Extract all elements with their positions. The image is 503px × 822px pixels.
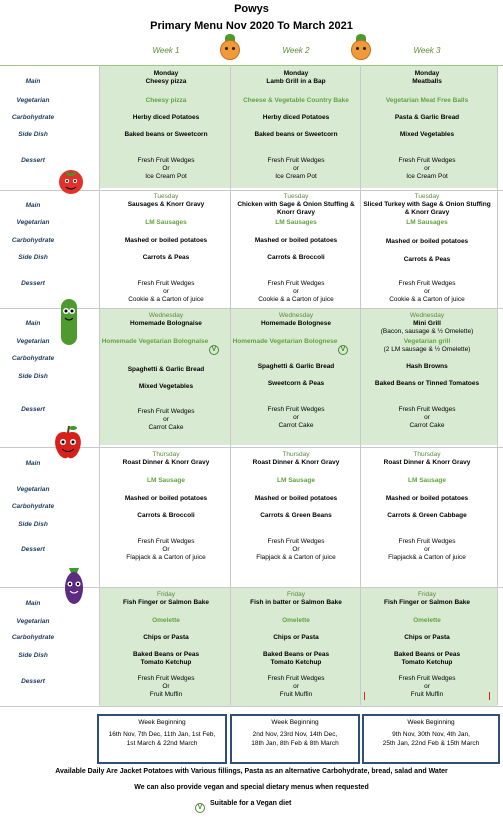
label-dessert: Dessert	[21, 546, 45, 553]
week-2-heading: Week 2	[282, 46, 310, 55]
divider	[364, 692, 365, 700]
menu-cell: Baked Beans or Peas Tomato Ketchup	[393, 651, 461, 666]
week-1-heading: Week 1	[152, 46, 180, 55]
label-main: Main	[25, 600, 41, 607]
menu-cell: Fresh Fruit Wedges or Fruit Muffin	[398, 675, 456, 698]
menu-cell: Vegetarian Meat Free Balls	[385, 97, 469, 104]
menu-cell: LM Sausage	[408, 477, 446, 484]
menu-cell: Mashed or boiled potatoes	[385, 238, 469, 245]
carrot-mascot-icon	[350, 34, 372, 64]
menu-cell: Carrots & Peas	[403, 256, 451, 263]
vegan-legend: Suitable for a Vegan diet	[210, 800, 292, 807]
menu-cell: Pasta & Garlic Bread	[394, 114, 460, 121]
menu-cell: Homemade Vegetarian Bolognese	[232, 338, 338, 345]
label-dessert: Dessert	[21, 406, 45, 413]
label-side-dish: Side Dish	[18, 373, 48, 380]
aubergine-icon	[62, 562, 86, 606]
menu-cell: Carrots & Peas	[142, 254, 190, 261]
menu-cell: Fresh Fruit Wedges Or Flapjack & a Carton of juice	[256, 538, 336, 561]
label-side-dish: Side Dish	[18, 652, 48, 659]
menu-cell: Friday Fish Finger or Salmon Bake	[123, 591, 209, 606]
label-main: Main	[25, 202, 41, 209]
menu-cell: Fresh Fruit Wedges Or Ice Cream Pot	[137, 157, 195, 180]
menu-cell: Fresh Fruit Wedges or Cookie & a Carton of juice	[128, 280, 204, 303]
page-title: Primary Menu Nov 2020 To March 2021	[150, 20, 353, 32]
label-vegetarian: Vegetarian	[16, 97, 50, 104]
label-main: Main	[25, 460, 41, 467]
menu-cell: LM Sausage	[147, 477, 185, 484]
label-main: Main	[25, 78, 41, 85]
menu-cell: Sweetcorn & Peas	[267, 380, 325, 387]
label-dessert: Dessert	[21, 157, 45, 164]
menu-cell: Thursday Roast Dinner & Knorr Gravy	[383, 451, 471, 466]
vegan-v-icon: V	[195, 799, 205, 817]
week-3-dates: Week Beginning 9th Nov, 30th Nov, 4th Jan, 25th Jan, 22nd Feb & 15th March	[362, 714, 500, 764]
menu-cell: Fresh Fruit Wedges or Carrot Cake	[267, 406, 325, 429]
menu-cell: Baked beans or Sweetcorn	[124, 131, 208, 138]
menu-cell: Fresh Fruit Wedges or Cookie & a Carton of juice	[389, 280, 465, 303]
menu-cell: Carrots & Green Beans	[260, 512, 332, 519]
menu-cell: Vegetarian grill (2 LM sausage & ½ Omelette)	[383, 338, 471, 353]
menu-cell: Mixed Vegetables	[399, 131, 455, 138]
menu-cell: Herby diced Potatoes	[132, 114, 200, 121]
menu-cell: Fresh Fruit Wedges or Carrot Cake	[137, 408, 195, 431]
dietary-note: We can also provide vegan and special dietary menus when requested	[134, 784, 369, 791]
menu-cell: Carrots & Broccoli	[267, 254, 325, 261]
menu-cell: Thursday Roast Dinner & Knorr Gravy	[122, 451, 210, 466]
label-carbohydrate: Carbohydrate	[11, 114, 55, 121]
menu-cell: Baked Beans or Peas Tomato Ketchup	[132, 651, 200, 666]
menu-cell: Carrots & Broccoli	[137, 512, 195, 519]
menu-cell: Fresh Fruit Wedges Or Flapjack & a Carton of juice	[126, 538, 206, 561]
label-vegetarian: Vegetarian	[16, 219, 50, 226]
menu-cell: Fresh Fruit Wedges or Ice Cream Pot	[267, 157, 325, 180]
menu-cell: LM Sausage	[277, 477, 315, 484]
menu-cell: Spaghetti & Garlic Bread	[257, 363, 335, 370]
menu-cell: Mashed or boiled potatoes	[254, 237, 338, 244]
daily-options-note: Available Daily Are Jacket Potatoes with Various fillings, Pasta as an alternative Carbohydrate, bread, salad and Water	[55, 768, 448, 775]
menu-cell: Fresh Fruit Wedges Or Fruit Muffin	[137, 675, 195, 698]
label-vegetarian: Vegetarian	[16, 338, 50, 345]
label-vegetarian: Vegetarian	[16, 486, 50, 493]
menu-cell: Cheese & Vegetable Country Bake	[243, 97, 349, 104]
menu-cell: Fresh Fruit Wedges or Carrot Cake	[398, 406, 456, 429]
cucumber-icon	[58, 297, 80, 347]
menu-cell: Hash Browns	[406, 363, 448, 370]
menu-cell: LM Sausages	[145, 219, 187, 226]
menu-cell: Mashed or boiled potatoes	[385, 495, 469, 502]
label-carbohydrate: Carbohydrate	[11, 237, 55, 244]
menu-cell: Homemade Vegetarian Bolognaise	[101, 338, 209, 345]
apple-icon	[52, 424, 84, 462]
menu-cell: Friday Fish in batter or Salmon Bake	[250, 591, 342, 606]
menu-cell: Chips or Pasta	[404, 634, 450, 641]
week-1-dates: Week Beginning 16th Nov, 7th Dec, 11th Jan, 1st Feb, 1st March & 22nd March	[97, 714, 227, 764]
menu-cell: Mashed or boiled potatoes	[124, 237, 208, 244]
menu-cell: Carrots & Green Cabbage	[387, 512, 467, 519]
menu-cell: Monday Lamb Grill in a Bap	[266, 70, 326, 85]
menu-cell: Wednesday Mini Grill (Bacon, sausage & ½ Omelette)	[380, 312, 474, 335]
menu-cell: Fresh Fruit Wedges or Fruit Muffin	[267, 675, 325, 698]
menu-cell: LM Sausages	[275, 219, 317, 226]
menu-cell: Chips or Pasta	[273, 634, 319, 641]
menu-cell: Omelette	[152, 617, 180, 624]
menu-cell: Tuesday Sausages & Knorr Gravy	[127, 193, 205, 208]
vegan-v-icon: V	[338, 341, 348, 359]
menu-cell: Thursday Roast Dinner & Knorr Gravy	[252, 451, 340, 466]
menu-cell: Baked Beans or Tinned Tomatoes	[374, 380, 480, 387]
menu-cell: Omelette	[413, 617, 441, 624]
week-2-dates: Week Beginning 2nd Nov, 23rd Nov, 14th Dec, 18th Jan, 8th Feb & 8th March	[230, 714, 360, 764]
menu-cell: Monday Meatballs	[412, 70, 442, 85]
menu-cell: Baked beans or Sweetcorn	[254, 131, 338, 138]
label-carbohydrate: Carbohydrate	[11, 503, 55, 510]
menu-cell: Mashed or boiled potatoes	[124, 495, 208, 502]
carrot-mascot-icon	[219, 34, 241, 64]
label-carbohydrate: Carbohydrate	[11, 355, 55, 362]
tomato-icon	[56, 165, 86, 195]
menu-cell: Tuesday Chicken with Sage & Onion Stuffing & Knorr Gravy	[237, 193, 355, 216]
vegan-v-icon: V	[209, 341, 219, 359]
org-title: Powys	[234, 3, 269, 15]
menu-cell: Monday Cheesy pizza	[145, 70, 187, 85]
menu-cell: Cheesy pizza	[145, 97, 187, 104]
label-dessert: Dessert	[21, 678, 45, 685]
menu-cell: Fresh Fruit Wedges or Cookie & a Carton of juice	[258, 280, 334, 303]
week-3-heading: Week 3	[413, 46, 441, 55]
menu-cell: Fresh Fruit Wedges or Flapjack& a Carton of juice	[388, 538, 466, 561]
label-side-dish: Side Dish	[18, 521, 48, 528]
menu-cell: Omelette	[282, 617, 310, 624]
menu-cell: Wednesday Homemade Bolognese	[260, 312, 332, 327]
column-divider	[99, 65, 100, 705]
label-dessert: Dessert	[21, 280, 45, 287]
divider	[0, 706, 503, 707]
menu-cell: Fresh Fruit Wedges or Ice Cream Pot	[398, 157, 456, 180]
menu-cell: Spaghetti & Garlic Bread	[127, 366, 205, 373]
menu-cell: LM Sausages	[406, 219, 448, 226]
label-main: Main	[25, 320, 41, 327]
divider	[489, 692, 490, 700]
divider	[0, 65, 503, 66]
menu-cell: Mashed or boiled potatoes	[254, 495, 338, 502]
menu-cell: Wednesday Homemade Bolognaise	[130, 312, 202, 327]
menu-cell: Mixed Vegetables	[138, 383, 194, 390]
column-divider	[497, 65, 498, 705]
menu-cell: Herby diced Potatoes	[262, 114, 330, 121]
label-side-dish: Side Dish	[18, 131, 48, 138]
label-vegetarian: Vegetarian	[16, 618, 50, 625]
menu-cell: Tuesday Sliced Turkey with Sage & Onion Stuffing & Knorr Gravy	[363, 193, 491, 216]
menu-cell: Chips or Pasta	[143, 634, 189, 641]
label-side-dish: Side Dish	[18, 254, 48, 261]
menu-cell: Baked Beans or Peas Tomato Ketchup	[262, 651, 330, 666]
label-carbohydrate: Carbohydrate	[11, 634, 55, 641]
menu-cell: Friday Fish Finger or Salmon Bake	[384, 591, 470, 606]
